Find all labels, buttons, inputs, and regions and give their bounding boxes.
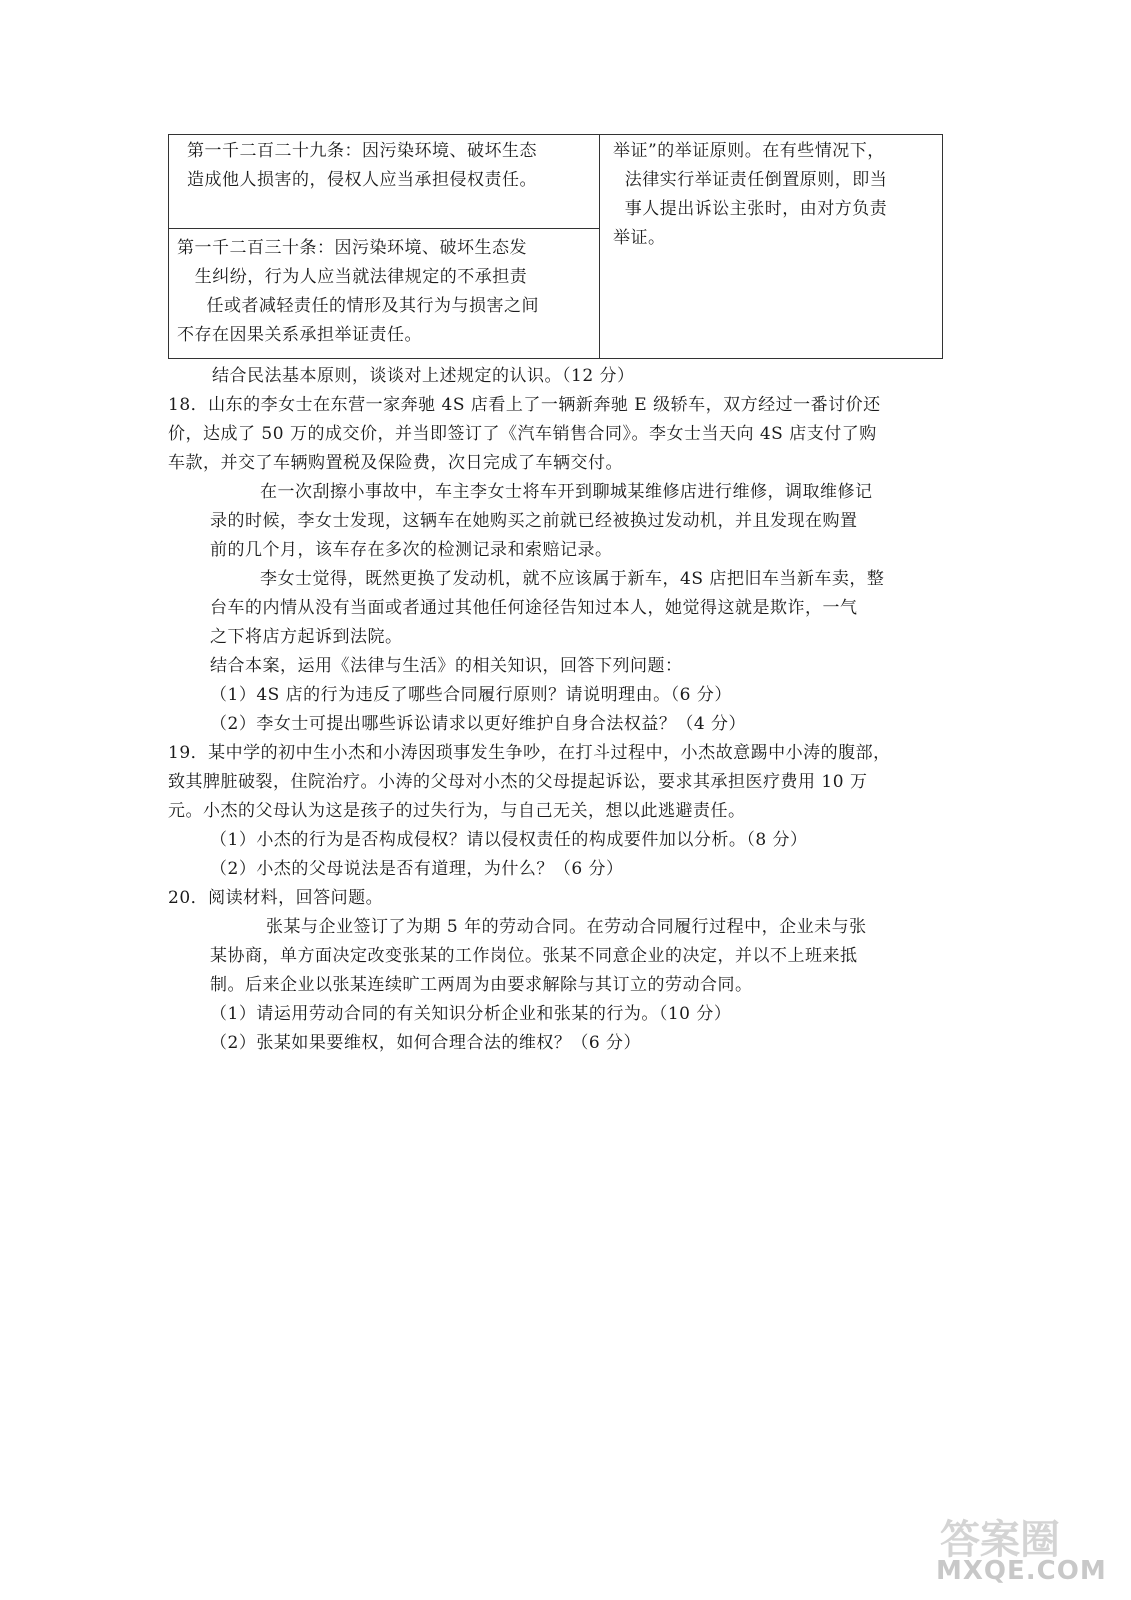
question-18-line: 李女士觉得，既然更换了发动机，就不应该属于新车，4S 店把旧车当新车卖，整 — [260, 569, 885, 589]
table-divider-vertical — [599, 135, 600, 358]
question-18-line: 之下将店方起诉到法院。 — [210, 627, 403, 647]
question-18-line: 价，达成了 50 万的成交价，并当即签订了《汽车销售合同》。李女士当天向 4S 店支付了购 — [168, 424, 877, 444]
watermark-site-text: MXQE.COM — [936, 1556, 1107, 1586]
question-20-title: 20．阅读材料，回答问题。 — [168, 888, 384, 908]
question-17-prompt: 结合民法基本原则，谈谈对上述规定的认识。（12 分） — [212, 366, 635, 386]
question-19-sub-2: （2）小杰的父母说法是否有道理，为什么？（6 分） — [210, 859, 624, 879]
table-cell-burden-of-proof: 举证”的举证原则。在有些情况下， 法律实行举证责任倒置原则，即当 事人提出诉讼主张时，由对方负责 举证。 — [613, 141, 888, 248]
law-articles-table — [168, 134, 943, 359]
watermark-logo — [936, 1508, 1106, 1588]
table-divider-horizontal — [169, 228, 599, 229]
question-18-line: 车款，并交了车辆购置税及保险费，次日完成了车辆交付。 — [168, 453, 623, 473]
question-18-line: 结合本案，运用《法律与生活》的相关知识，回答下列问题： — [210, 656, 683, 676]
question-20-line: 制。后来企业以张某连续旷工两周为由要求解除与其订立的劳动合同。 — [210, 975, 753, 995]
question-18-line: 18．山东的李女士在东营一家奔驰 4S 店看上了一辆新奔驰 E 级轿车，双方经过一番讨价还 — [168, 395, 881, 415]
table-cell-article-1230: 第一千二百三十条：因污染环境、破坏生态发 生纠纷，行为人应当就法律规定的不承担责 任或者减轻责任的情形及其行为与损害之间 不存在因果关系承担举证责任。 — [177, 238, 540, 345]
question-18-sub-1: （1）4S 店的行为违反了哪些合同履行原则？请说明理由。（6 分） — [210, 685, 732, 705]
question-18-line: 录的时候，李女士发现，这辆车在她购买之前就已经被换过发动机，并且发现在购置 — [210, 511, 858, 531]
question-18-line: 在一次刮擦小事故中，车主李女士将车开到聊城某维修店进行维修，调取维修记 — [260, 482, 873, 502]
question-19-line: 致其脾脏破裂，住院治疗。小涛的父母对小杰的父母提起诉讼，要求其承担医疗费用 10 万 — [168, 772, 868, 792]
question-20-sub-1: （1）请运用劳动合同的有关知识分析企业和张某的行为。（10 分） — [210, 1004, 732, 1024]
question-20-line: 某协商，单方面决定改变张某的工作岗位。张某不同意企业的决定，并以不上班来抵 — [210, 946, 858, 966]
table-cell-article-1229: 第一千二百二十九条：因污染环境、破坏生态 造成他人损害的，侵权人应当承担侵权责任。 — [187, 141, 537, 190]
question-20-sub-2: （2）张某如果要维权，如何合理合法的维权？（6 分） — [210, 1033, 642, 1053]
question-18-line: 前的几个月，该车存在多次的检测记录和索赔记录。 — [210, 540, 613, 560]
question-18-line: 台车的内情从没有当面或者通过其他任何途径告知过本人，她觉得这就是欺诈，一气 — [210, 598, 858, 618]
question-19-line: 元。小杰的父母认为这是孩子的过失行为，与自己无关，想以此逃避责任。 — [168, 801, 746, 821]
question-18-sub-2: （2）李女士可提出哪些诉讼请求以更好维护自身合法权益？（4 分） — [210, 714, 747, 734]
question-19-line: 19．某中学的初中生小杰和小涛因琐事发生争吵，在打斗过程中，小杰故意踢中小涛的腹部， — [168, 743, 891, 763]
question-20-line: 张某与企业签订了为期 5 年的劳动合同。在劳动合同履行过程中，企业未与张 — [266, 917, 867, 937]
question-19-sub-1: （1）小杰的行为是否构成侵权？请以侵权责任的构成要件加以分析。（8 分） — [210, 830, 808, 850]
watermark-logo-text: 答案圈 — [940, 1517, 1060, 1563]
